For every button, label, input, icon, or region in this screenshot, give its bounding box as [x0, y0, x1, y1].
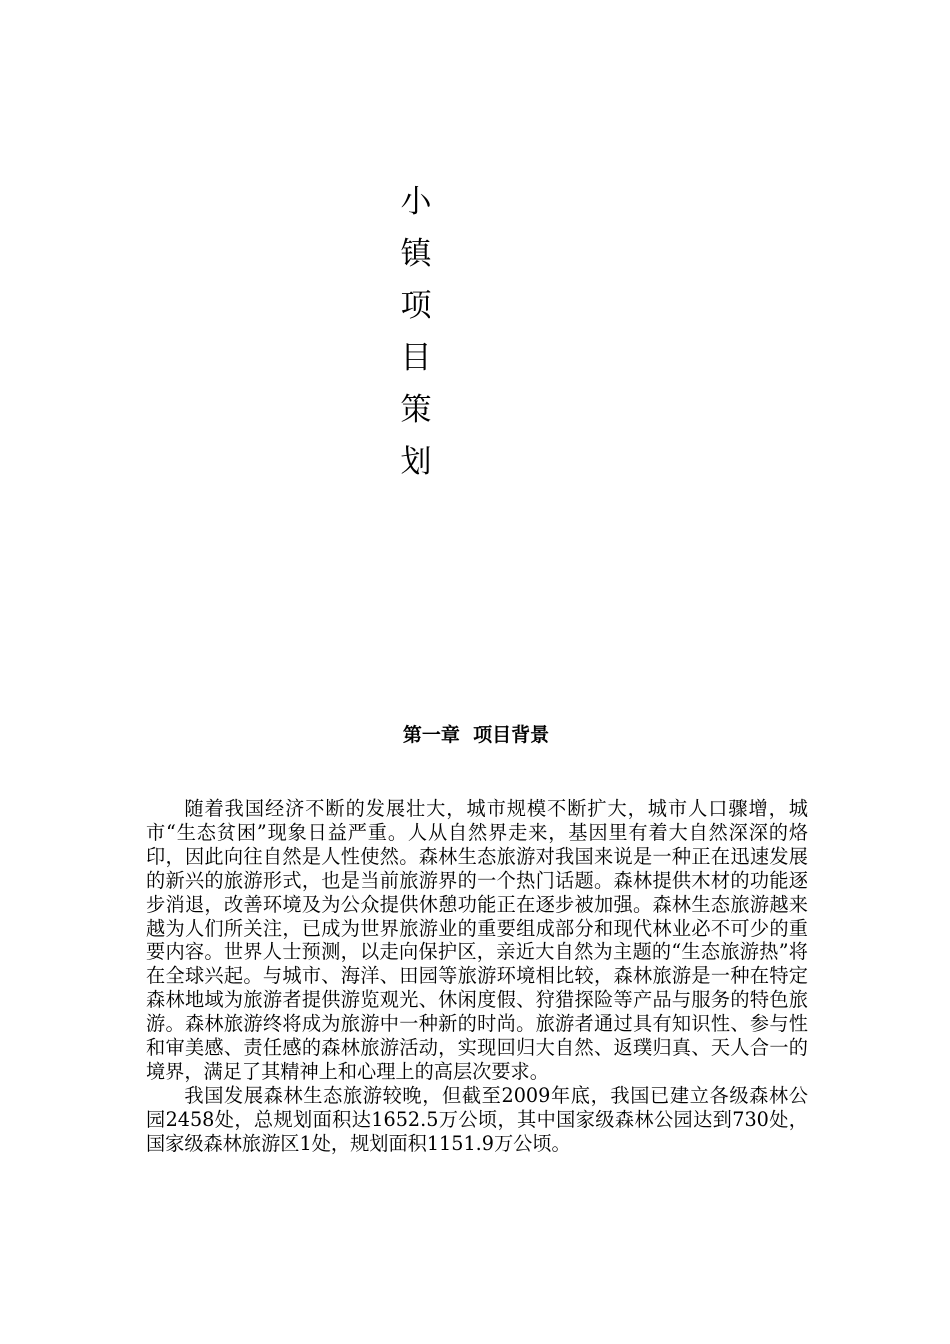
document-title: [392, 176, 440, 488]
paragraph: 随着我国经济不断的发展壮大，城市规模不断扩大，城市人口骤增，城市“生态贫困”现象日益严重。人从自然界走来，基因里有着大自然深深的烙印，因此向往自然是人性使然。森林生态旅游对我国来说是一种正在迅速发展的新兴的旅游形式，也是当前旅游界的一个热门话题。森林提供木材的功能逐步消退，改善环境及为公众提供休憩功能正在逐步被加强。森林生态旅游越来越为人们所关注，已成为世界旅游业的重要组成部分和现代林业必不可少的重要内容。世界人士预测，以走向保护区，亲近大自然为主题的“生态旅游热”将在全球兴起。与城市、海洋、田园等旅游环境相比较，森林旅游是一种在特定森林地域为旅游者提供游览观光、休闲度假、狩猎探险等产品与服务的特色旅游。森林旅游终将成为旅游中一种新的时尚。旅游者通过具有知识性、参与性和审美感、责任感的森林旅游活动，实现回归大自然、返璞归真、天人合一的境界，满足了其精神上和心理上的高层次要求。: [146, 797, 808, 1083]
title-char: 目: [400, 340, 432, 376]
body-text: [146, 797, 808, 1156]
title-char: 划: [400, 444, 432, 480]
title-char: 小: [400, 184, 432, 220]
chapter-heading: 第一章 项目背景: [402, 724, 550, 746]
title-char: 策: [400, 392, 432, 428]
title-char: 项: [400, 288, 432, 324]
title-char: 镇: [400, 236, 432, 272]
paragraph: 我国发展森林生态旅游较晚，但截至2009年底，我国已建立各级森林公园2458处，总规划面积达1652.5万公顷，其中国家级森林公园达到730处，国家级森林旅游区1处，规划面积1151.9万公顷。: [146, 1083, 808, 1155]
